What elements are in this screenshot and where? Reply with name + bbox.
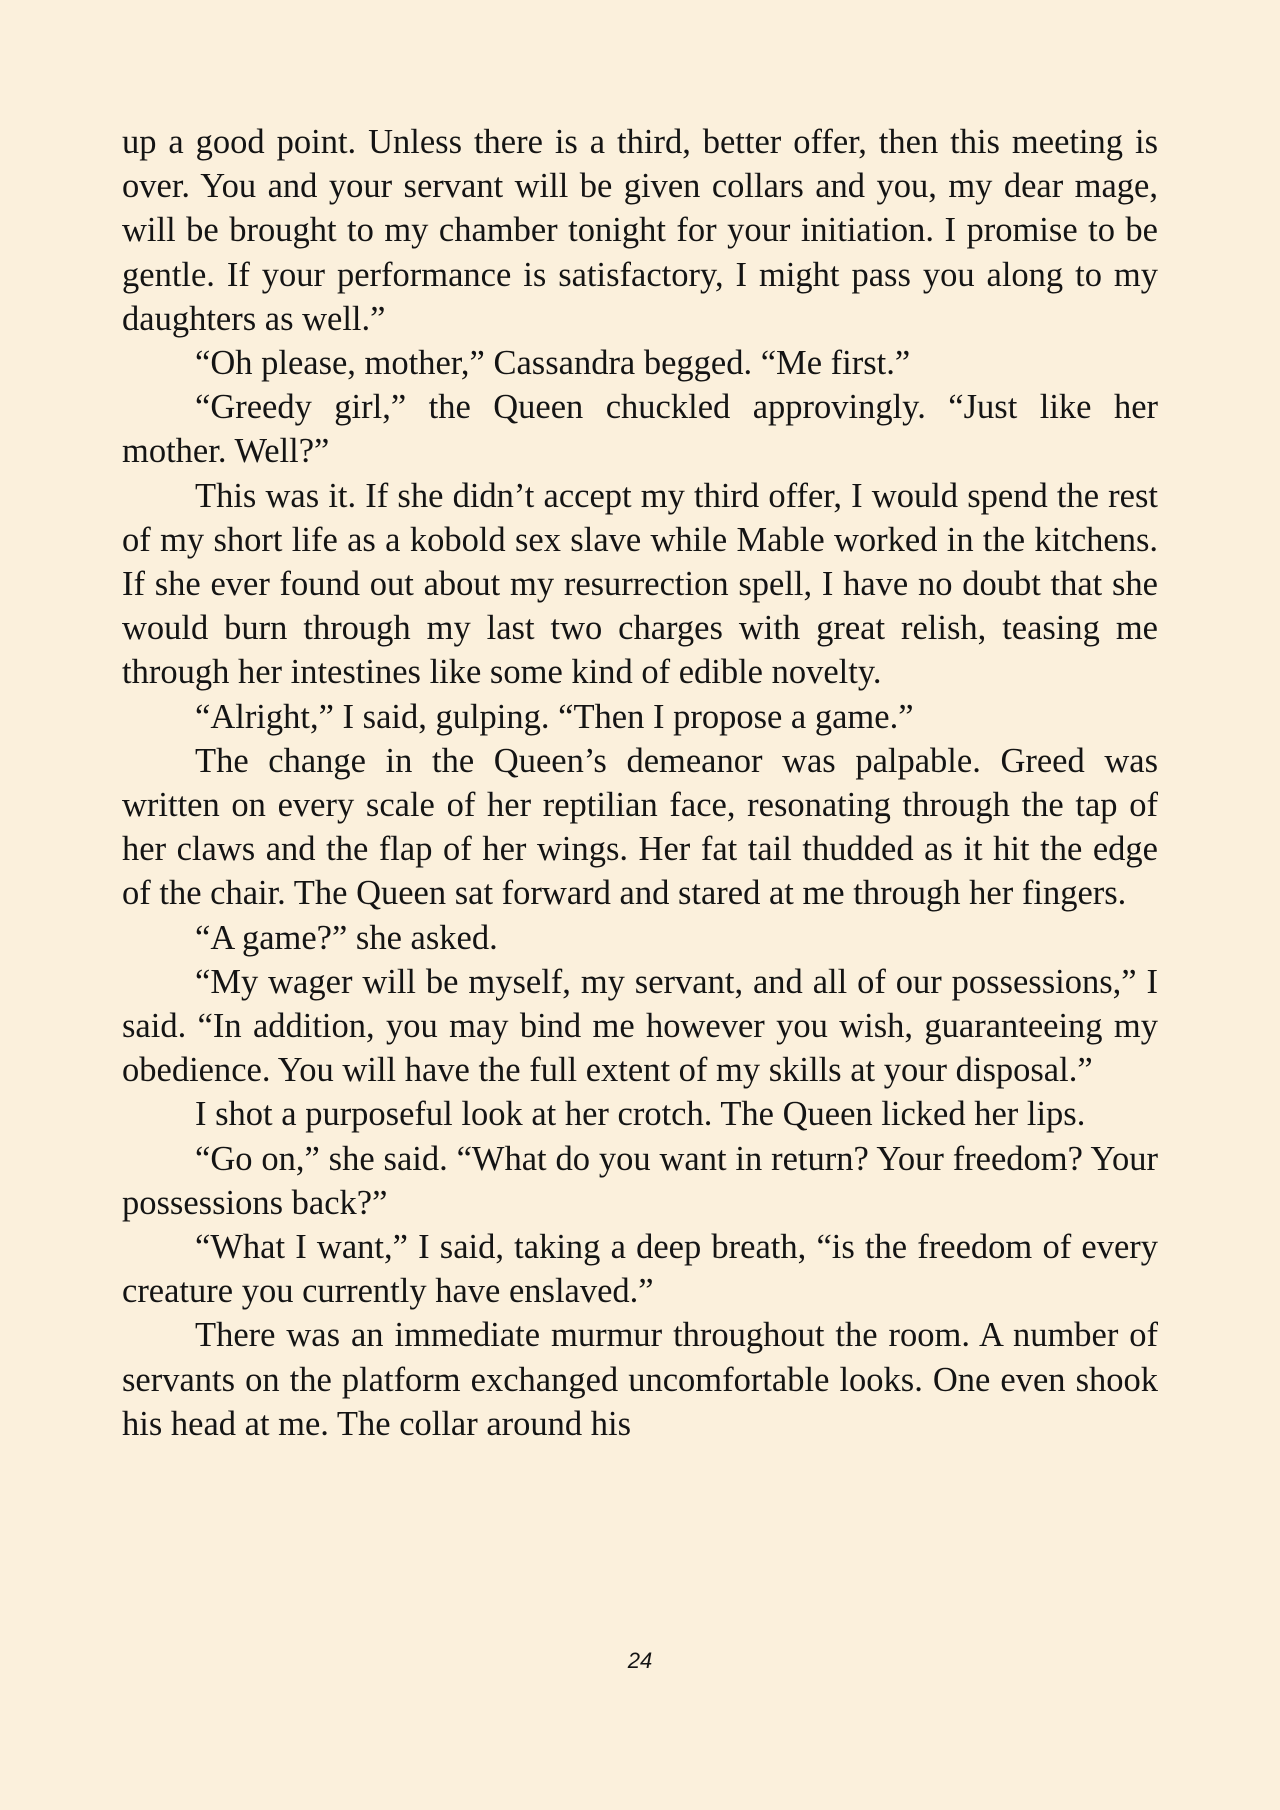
paragraph: “What I want,” I said, taking a deep breath, “is the freedom of every creature you currently have enslaved.” xyxy=(122,1228,1158,1311)
paragraph: There was an immediate murmur throughout the room. A number of servants on the platform exchanged uncomfortable looks. One even shook his head at me. The collar around his xyxy=(122,1316,1158,1443)
paragraph: “My wager will be myself, my servant, and all of our possessions,” I said. “In addition, you may bind me however you wish, guaranteeing my obedience. You will have the full extent of my skills at your disposal.” xyxy=(122,962,1158,1090)
paragraph: The change in the Queen’s demeanor was palpable. Greed was written on every scale of her reptilian face, resonating through the tap of her claws and the flap of her wings. Her fat tail thudded as it hit the edge of the chair. The Queen sat forward and stared at me through her fingers. xyxy=(122,741,1158,913)
paragraph: I shot a purposeful look at her crotch. The Queen licked her lips. xyxy=(195,1095,1086,1134)
paragraph: up a good point. Unless there is a third, better offer, then this meeting is over. You and your servant will be given collars and you, my dear mage, will be brought to my chamber tonight for your initiation. I promise to be gentle. If your performance is satisfactory, I might pass you along to my daughters as well.” xyxy=(122,123,1158,338)
paragraph: This was it. If she didn’t accept my third offer, I would spend the rest of my short life as a kobold sex slave while Mable worked in the kitchens. If she ever found out about my resurrection spell, I have no doubt that she would burn through my last two charges with great relish, teasing me through her intestines like some kind of edible novelty. xyxy=(122,476,1158,692)
page-number: 24 xyxy=(627,1648,653,1673)
paragraph: “Go on,” she said. “What do you want in return? Your freedom? Your possessions back?” xyxy=(122,1139,1158,1222)
paragraph: “Oh please, mother,” Cassandra begged. “Me first.” xyxy=(195,344,911,383)
body-text xyxy=(122,120,1158,1446)
paragraph: “Greedy girl,” the Queen chuckled approvingly. “Just like her mother. Well?” xyxy=(122,388,1158,471)
paragraph: “Alright,” I said, gulping. “Then I propose a game.” xyxy=(195,697,914,736)
paragraph: “A game?” she asked. xyxy=(195,918,498,957)
